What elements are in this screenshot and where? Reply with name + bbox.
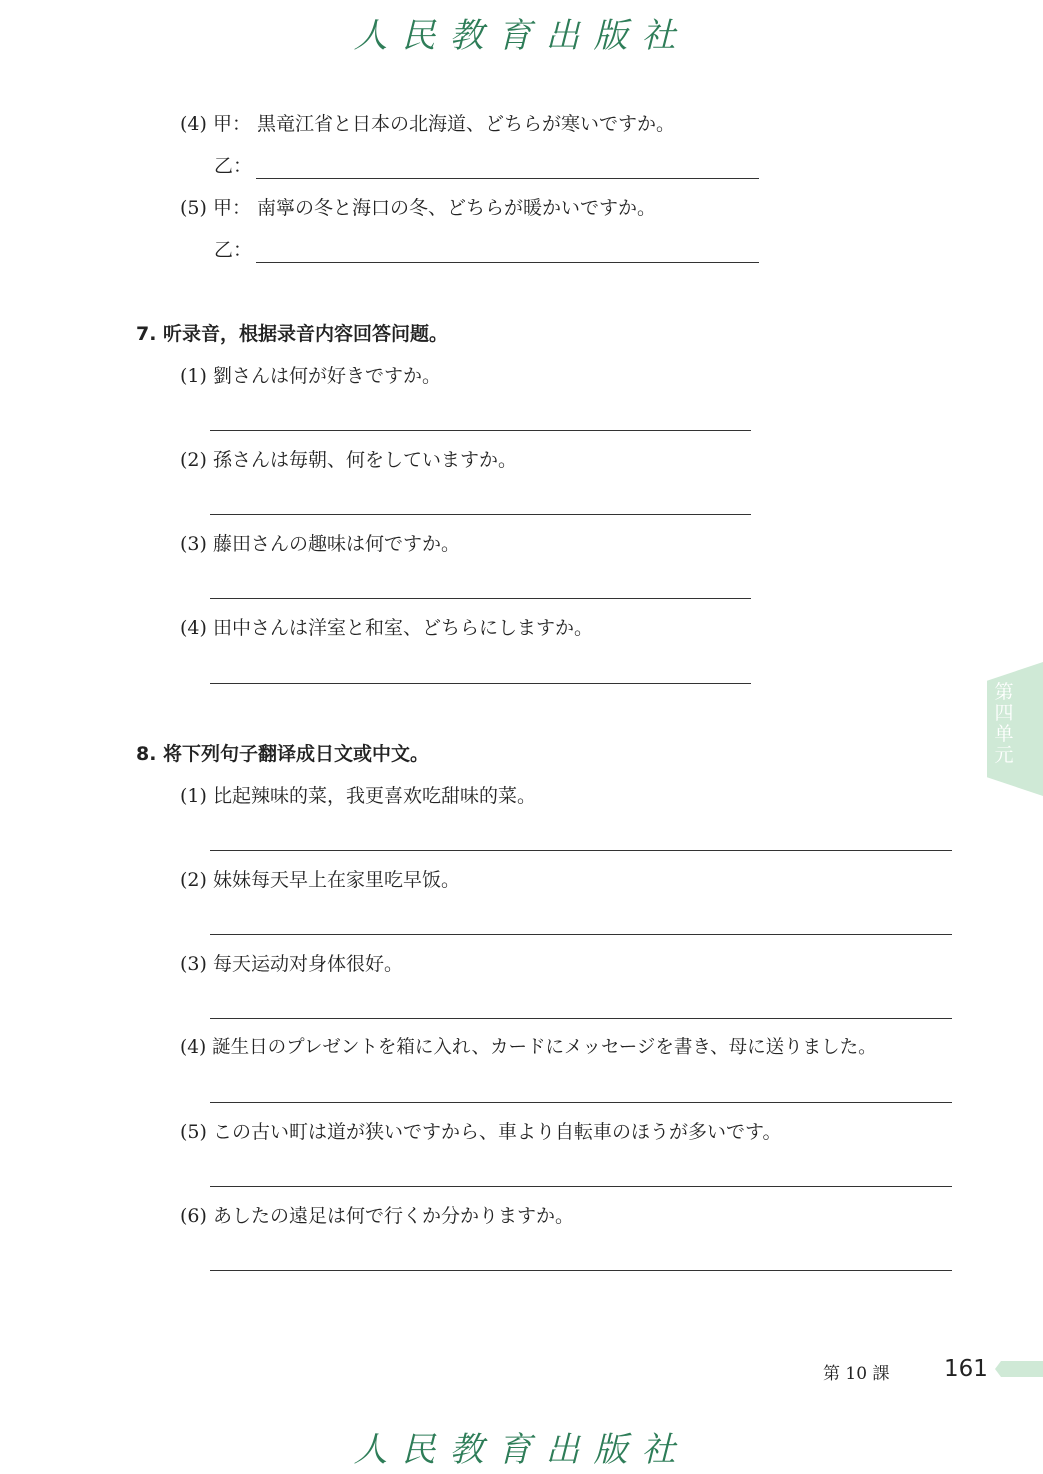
- question-text: 比起辣味的菜，我更喜欢吃甜味的菜。: [212, 785, 536, 807]
- question-7-3: [180, 532, 460, 556]
- question-number: (2): [180, 449, 207, 471]
- question-text: 田中さんは洋室と和室、どちらにしますか。: [212, 617, 593, 639]
- question-8-5: [180, 1120, 781, 1144]
- answer-line[interactable]: [210, 850, 952, 851]
- answer-line[interactable]: [210, 1186, 952, 1187]
- answer-line[interactable]: [256, 262, 759, 263]
- question-number: (1): [180, 365, 207, 387]
- publisher-logo-bottom: 人民教育出版社: [353, 1430, 690, 1470]
- question-8-4: [180, 1036, 877, 1060]
- question-text: 孫さんは毎朝、何をしていますか。: [212, 449, 517, 471]
- question-7-2: [180, 448, 517, 472]
- section-7-title: 7. 听录音，根据录音内容回答问题。: [136, 323, 449, 345]
- question-6-5: [180, 196, 656, 220]
- question-text: 妹妹每天早上在家里吃早饭。: [212, 869, 460, 891]
- section-8-title: 8. 将下列句子翻译成日文或中文。: [136, 743, 430, 765]
- question-8-2: [180, 868, 460, 892]
- answer-line[interactable]: [210, 1102, 952, 1103]
- question-number: (3): [180, 953, 207, 975]
- question-text: 誕生日のプレゼントを箱に入れ、カードにメッセージを書き、母に送りました。: [212, 1037, 877, 1058]
- question-8-6: [180, 1204, 574, 1228]
- question-7-1: [180, 364, 441, 388]
- answer-speaker-label: 乙：: [214, 239, 253, 261]
- question-number: (4): [180, 617, 207, 639]
- answer-line[interactable]: [210, 934, 952, 935]
- question-number: (6): [180, 1205, 207, 1227]
- question-text: 藤田さんの趣味は何ですか。: [212, 533, 460, 555]
- answer-line[interactable]: [210, 514, 751, 515]
- question-number: (2): [180, 869, 207, 891]
- question-number: (3): [180, 533, 207, 555]
- speaker-label: 甲：: [212, 197, 251, 219]
- question-8-1: [180, 784, 536, 808]
- unit-side-tab-label: 第四单元: [994, 681, 1014, 766]
- question-text: 每天运动对身体很好。: [212, 953, 403, 975]
- page-tab-decoration: [995, 1361, 1043, 1377]
- lesson-label: 第 10 課: [823, 1364, 890, 1384]
- question-text: あしたの遠足は何で行くか分かりますか。: [212, 1205, 574, 1227]
- answer-line[interactable]: [210, 598, 751, 599]
- answer-speaker-label: 乙：: [214, 155, 253, 177]
- answer-line[interactable]: [256, 178, 759, 179]
- question-7-4: [180, 616, 593, 640]
- answer-line[interactable]: [210, 430, 751, 431]
- question-6-4: [180, 112, 675, 136]
- question-number: (5): [180, 1121, 207, 1143]
- answer-line[interactable]: [210, 1270, 952, 1271]
- question-text: この古い町は道が狭いですから、車より自転車のほうが多いです。: [212, 1121, 782, 1143]
- question-text: 黒竜江省と日本の北海道、どちらが寒いですか。: [257, 113, 676, 135]
- answer-line[interactable]: [210, 683, 751, 684]
- page-number: 161: [944, 1356, 988, 1382]
- question-8-3: [180, 952, 403, 976]
- question-text: 劉さんは何が好きですか。: [212, 365, 441, 387]
- speaker-label: 甲：: [212, 113, 251, 135]
- question-number: (4): [180, 113, 207, 135]
- publisher-logo-top: 人民教育出版社: [353, 16, 690, 56]
- question-number: (5): [180, 197, 207, 219]
- question-number: (4): [180, 1037, 207, 1058]
- answer-line[interactable]: [210, 1018, 952, 1019]
- question-text: 南寧の冬と海口の冬、どちらが暖かいですか。: [257, 197, 657, 219]
- question-number: (1): [180, 785, 207, 807]
